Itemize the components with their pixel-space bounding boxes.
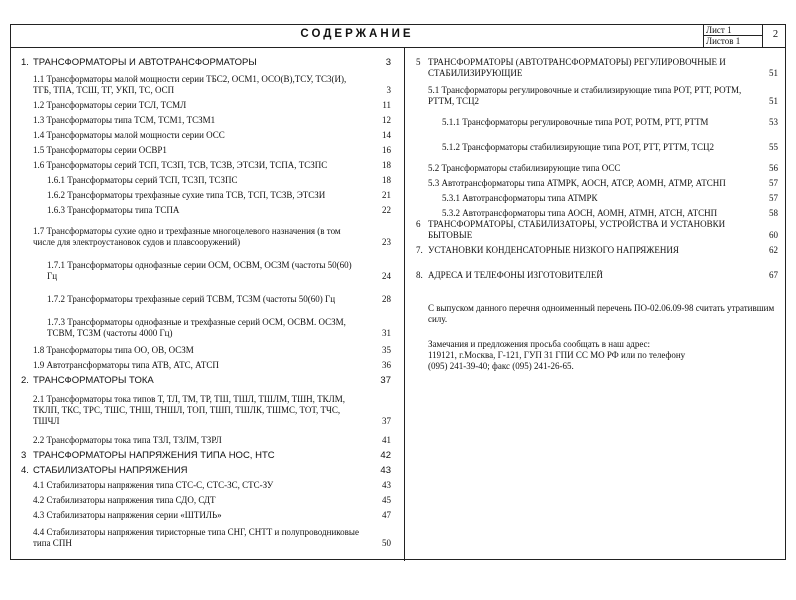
toc-entry[interactable] [21,260,391,282]
toc-entry-title: 4.1 Стабилизаторы напряжения типа СТС-С, СТС-ЗС, СТС-ЗУ [33,480,274,490]
toc-entry[interactable] [21,527,391,549]
toc-entry[interactable] [21,205,391,216]
toc-entry-title: 1.7.3 Трансформаторы однофазные и трехфазные серий ОСМ, ОСВМ. ОСЗМ, ТСВМ, ТСЗМ (частоты 4000 Гц) [47,317,346,338]
toc-entry-title: 1.1 Трансформаторы малой мощности серии ТБС2, ОСМ1, ОСО(В),ТСУ, ТС3(И), ТГБ, ТПА, ТСШ, ТГ, УКП, ТС, ОСП [33,74,347,95]
toc-entry[interactable] [416,117,778,128]
toc-entry[interactable] [21,160,391,171]
toc-entry[interactable] [21,450,391,461]
toc-entry-page: 45 [382,495,391,505]
withdrawal-note: С выпуском данного перечня одноименный перечень ПО-02.06.09-98 считать утратившим силу. [428,303,775,324]
toc-entry-page: 16 [382,145,391,155]
toc-entry-title: 1.7.2 Трансформаторы трехфазные серий ТСВМ, ТСЗМ (частоты 50(60) Гц [47,294,336,304]
toc-entry[interactable] [21,145,391,156]
toc-entry[interactable] [21,317,391,339]
toc-entry[interactable] [21,465,391,476]
toc-entry-title: ТРАНСФОРМАТОРЫ И АВТОТРАНСФОРМАТОРЫ [33,57,257,68]
toc-right-column [416,57,778,378]
page-number: 2 [762,25,788,47]
sheet-label: Лист 1 [704,25,762,36]
toc-entry-title: 4.3 Стабилизаторы напряжения серии «ШТИЛЬ» [33,510,222,520]
toc-entry-page: 55 [769,142,778,152]
toc-entry-number: 6 [416,219,421,229]
toc-entry-title: 1.2 Трансформаторы серии ТСЛ, ТСМЛ [33,100,187,110]
toc-entry[interactable] [21,510,391,521]
toc-entry[interactable] [416,163,778,174]
toc-entry-page: 62 [769,245,778,255]
toc-entry-page: 18 [382,175,391,185]
sheet-info-box [703,25,762,47]
toc-entry-title: АДРЕСА И ТЕЛЕФОНЫ ИЗГОТОВИТЕЛЕЙ [428,270,603,280]
column-divider [404,47,405,561]
toc-entry[interactable] [21,495,391,506]
toc-entry-title: 1.3 Трансформаторы типа ТСМ, ТСМ1, ТСЗМ1 [33,115,216,125]
document-frame [10,24,786,560]
toc-entry[interactable] [416,142,778,153]
toc-entry[interactable] [21,57,391,68]
page-title: СОДЕРЖАНИЕ [300,28,414,40]
toc-entry-page: 3 [386,85,391,95]
toc-entry-page: 22 [382,205,391,215]
toc-entry[interactable] [21,226,391,248]
toc-entry-title: 5.3.2 Автотрансформаторы типа АОСН, АОМН, АТМН, АТСН, АТСНП [442,208,718,218]
toc-entry-title: 5.1 Трансформаторы регулировочные и стабилизирующие типа РОТ, РТТ, РОТМ, РТТМ, ТСЦ2 [428,85,742,106]
toc-entry-title: 1.5 Трансформаторы серии ОСВР1 [33,145,167,155]
toc-entry[interactable] [416,219,778,241]
toc-entry[interactable] [21,435,391,446]
toc-entry-title: 4.4 Стабилизаторы напряжения тиристорные типа СНГ, СНТТ и полупроводниковые типа СПН [33,527,359,548]
toc-entry-title: 5.1.2 Трансформаторы стабилизирующие типа РОТ, РТТ, РТТМ, ТСЦ2 [442,142,714,152]
toc-entry-page: 57 [769,193,778,203]
toc-entry-title: 5.3.1 Автотрансформаторы типа АТМРК [442,193,598,203]
toc-entry[interactable] [21,190,391,201]
toc-entry-number: 1. [21,57,29,68]
toc-entry-title: 2.2 Трансформаторы тока типа ТЗЛ, ТЗЛМ, ТЗРЛ [33,435,222,445]
toc-entry[interactable] [21,375,391,386]
toc-entry-page: 28 [382,294,391,304]
toc-entry-title: ТРАНСФОРМАТОРЫ, СТАБИЛИЗАТОРЫ, УСТРОЙСТВА И УСТАНОВКИ БЫТОВЫЕ [428,219,726,240]
toc-entry[interactable] [21,175,391,186]
contacts-phones: (095) 241-39-40; факс (095) 241-26-65. [428,361,574,371]
toc-entry-page: 42 [380,450,391,461]
toc-entry-page: 50 [382,538,391,548]
toc-entry-page: 67 [769,270,778,280]
toc-entry-page: 23 [382,237,391,247]
toc-entry-number: 3 [21,450,27,461]
toc-entry[interactable] [21,100,391,111]
toc-entry-page: 14 [382,130,391,140]
toc-entry-title: 1.9 Автотрансформаторы типа АТВ, АТС, АТСП [33,360,219,370]
toc-entry-page: 11 [382,100,391,110]
contacts-intro: Замечания и предложения просьба сообщать в наш адрес: [428,339,651,349]
toc-entry-title: УСТАНОВКИ КОНДЕНСАТОРНЫЕ НИЗКОГО НАПРЯЖЕНИЯ [428,245,679,255]
toc-entry-page: 37 [380,375,391,386]
toc-entry-page: 31 [382,328,391,338]
toc-entry[interactable] [416,245,778,256]
toc-entry-title: 5.1.1 Трансформаторы регулировочные типа РОТ, РОТМ, РТТ, РТТМ [442,117,709,127]
toc-entry-title: 1.6.2 Трансформаторы трехфазные сухие типа ТСВ, ТСП, ТСЗВ, ЭТСЗИ [47,190,326,200]
toc-entry-page: 47 [382,510,391,520]
toc-entry-page: 57 [769,178,778,188]
toc-entry-page: 51 [769,68,778,78]
toc-entry-number: 2. [21,375,29,386]
toc-entry-page: 56 [769,163,778,173]
toc-entry-title: 5.2 Трансформаторы стабилизирующие типа ОСС [428,163,621,173]
toc-entry[interactable] [21,345,391,356]
toc-entry-page: 53 [769,117,778,127]
toc-entry-title: 1.4 Трансформаторы малой мощности серии ОСС [33,130,225,140]
toc-entry-page: 18 [382,160,391,170]
toc-entry-number: 8. [416,270,423,280]
toc-entry-page: 58 [769,208,778,218]
toc-entry-title: 2.1 Трансформаторы тока типов Т, ТЛ, ТМ, ТР, ТШ, ТШЛ, ТШЛМ, ТШН, ТКЛМ, ТКЛП, ТКС, ТРС, ТШС, ТНШ, ТНШЛ, ТОП, ТШП, ТШЛК, ТШМС, ТОТ, ТЧС, ТШЧЛ [33,394,346,426]
toc-entry-number: 4. [21,465,29,476]
toc-entry-page: 3 [385,57,391,68]
toc-entry-page: 24 [382,271,391,281]
toc-entry-page: 21 [382,190,391,200]
contacts-address: 119121, г.Москва, Г-121, ГУП 31 ГПИ СС МО РФ или по телефону [428,350,686,360]
toc-entry-title: 4.2 Стабилизаторы напряжения типа СДО, СДТ [33,495,216,505]
toc-entry[interactable] [21,74,391,96]
toc-entry-page: 51 [769,96,778,106]
toc-entry-number: 7. [416,245,423,255]
toc-entry[interactable] [416,57,778,79]
toc-entry-page: 60 [769,230,778,240]
toc-entry[interactable] [416,270,778,281]
toc-entry[interactable] [21,394,391,427]
toc-entry-title: 1.6.3 Трансформаторы типа ТСПА [47,205,180,215]
toc-entry-page: 35 [382,345,391,355]
toc-entry-page: 43 [380,465,391,476]
header-bar [11,25,785,48]
toc-entry-page: 41 [382,435,391,445]
toc-right-entries [416,57,778,281]
toc-entry[interactable] [416,193,778,204]
toc-entry[interactable] [21,115,391,126]
toc-left-column [21,57,391,549]
toc-entry-page: 12 [382,115,391,125]
toc-entry-page: 43 [382,480,391,490]
toc-entry[interactable] [21,360,391,371]
toc-entry-title: 1.7.1 Трансформаторы однофазные серии ОСМ, ОСВМ, ОСЗМ (частоты 50(60) Гц [47,260,352,281]
toc-entry-title: ТРАНСФОРМАТОРЫ (АВТОТРАНСФОРМАТОРЫ) РЕГУЛИРОВОЧНЫЕ И СТАБИЛИЗИРУЮЩИЕ [428,57,726,78]
toc-entry[interactable] [21,130,391,141]
toc-entry[interactable] [416,85,778,107]
toc-entry-page: 37 [382,416,391,426]
toc-entry-title: 1.8 Трансформаторы типа ОО, ОВ, ОСЗМ [33,345,194,355]
toc-entry-title: СТАБИЛИЗАТОРЫ НАПРЯЖЕНИЯ [33,465,188,476]
sheets-count-label: Листов 1 [706,36,741,46]
toc-entry[interactable] [21,294,391,305]
toc-entry-title: 5.3 Автотрансформаторы типа АТМРК, АОСН, АТСР, АОМН, АТМР, АТСНП [428,178,726,188]
toc-entry-title: 1.6 Трансформаторы серий ТСП, ТСЗП, ТСВ, ТСЗВ, ЭТСЗИ, ТСПА, ТСЗПС [33,160,328,170]
toc-entry-title: ТРАНСФОРМАТОРЫ ТОКА [33,375,154,386]
toc-entry[interactable] [21,480,391,491]
toc-entry[interactable] [416,208,778,219]
toc-entry-number: 5 [416,57,421,67]
toc-entry-title: 1.6.1 Трансформаторы серий ТСП, ТСЗП, ТСЗПС [47,175,238,185]
toc-entry-title: ТРАНСФОРМАТОРЫ НАПРЯЖЕНИЯ ТИПА НОС, НТС [33,450,275,461]
toc-entry-title: 1.7 Трансформаторы сухие одно и трехфазные многоцелевого назначения (в том числе для электроустановок судов и плавсооружений) [33,226,341,247]
toc-entry-page: 36 [382,360,391,370]
toc-entry[interactable] [416,178,778,189]
